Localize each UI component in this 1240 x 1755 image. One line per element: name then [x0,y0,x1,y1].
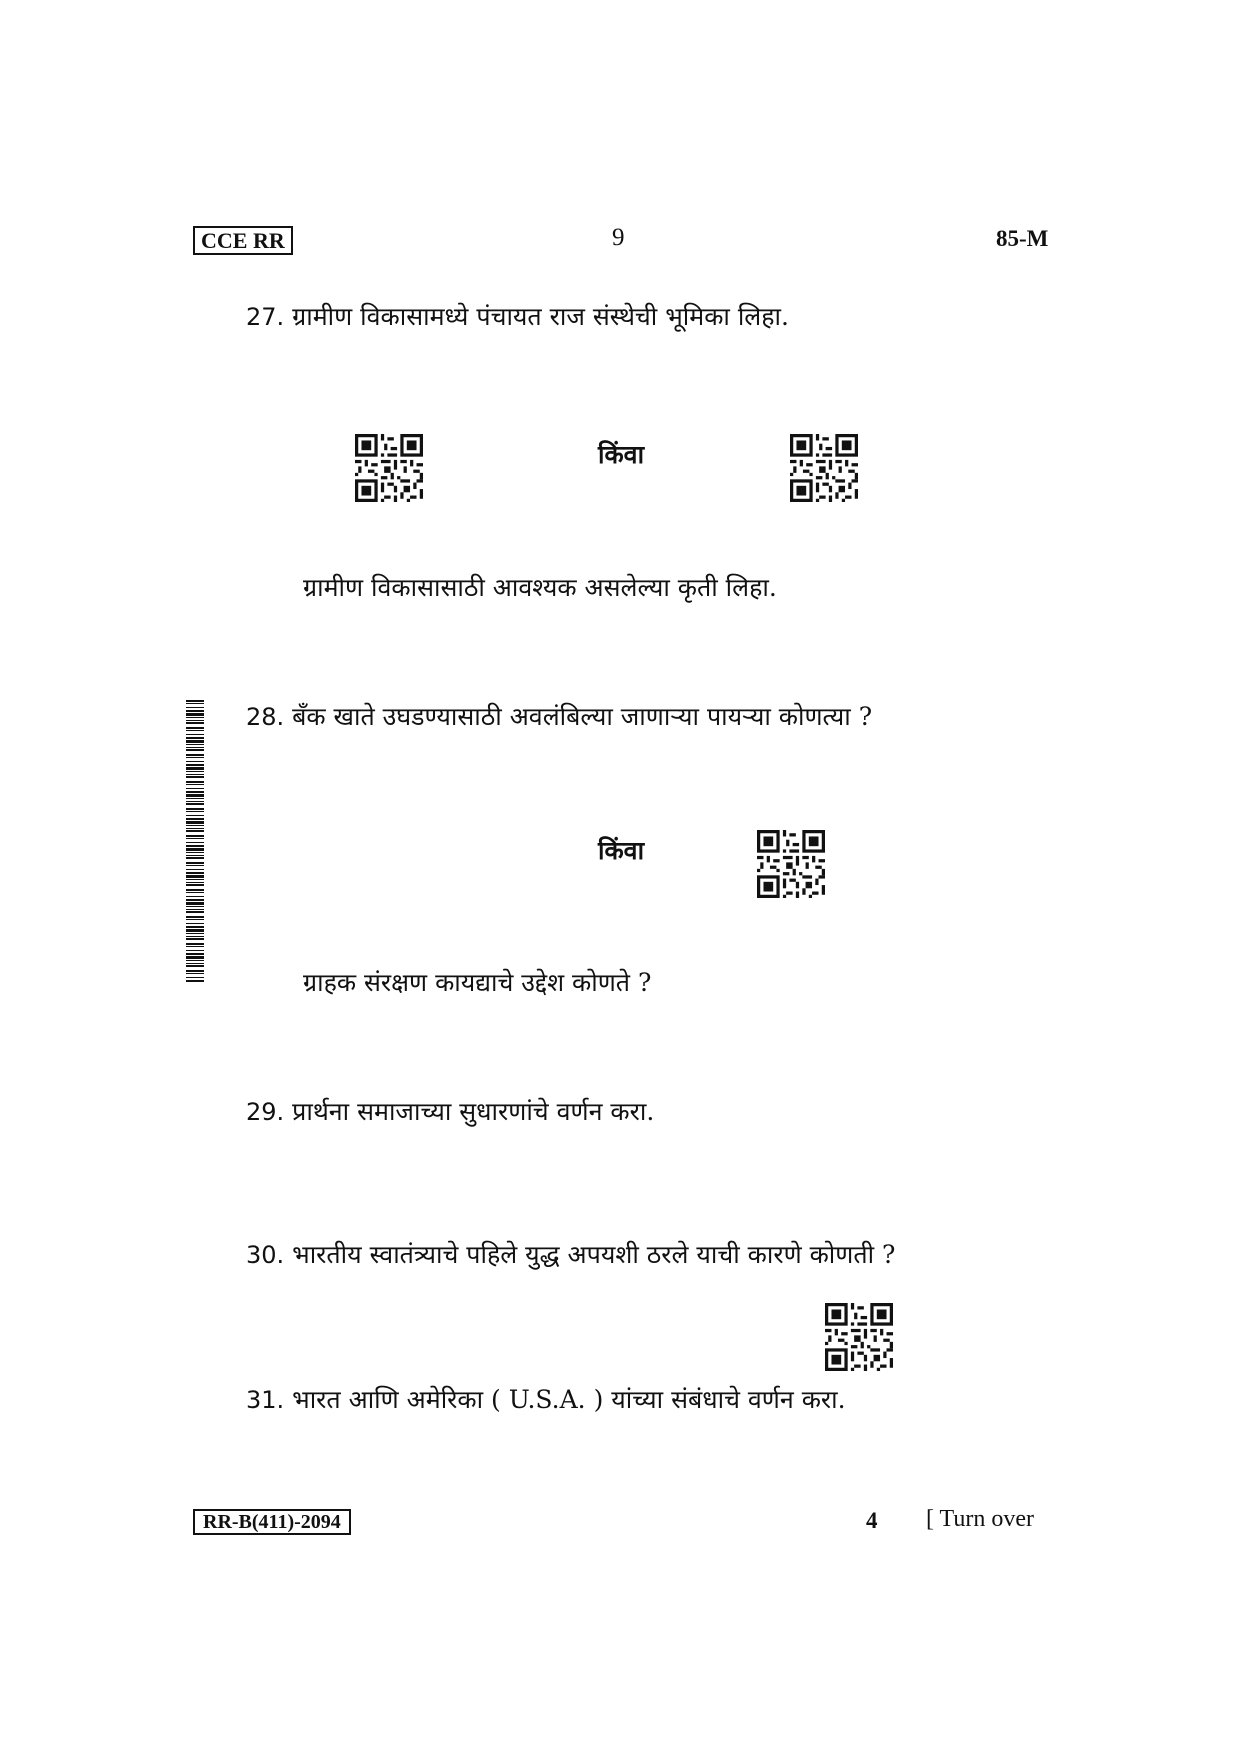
barcode-icon [186,700,204,982]
question-number: 31. [246,1386,285,1414]
question-text: प्रार्थना समाजाच्या सुधारणांचे वर्णन करा. [292,1097,655,1126]
or-label: किंवा [598,836,645,865]
question-number: 28. [246,703,285,731]
question-text: बँक खाते उघडण्यासाठी अवलंबिल्या जाणाऱ्या पायऱ्या कोणत्या ? [292,702,873,731]
question-text: भारतीय स्वातंत्र्याचे पहिले युद्ध अपयशी ठरले याची कारणे कोणती ? [292,1240,896,1269]
question-28 [246,702,872,732]
qr-code-icon [757,830,825,898]
question-number: 27. [246,303,285,331]
alternative-question-27: ग्रामीण विकासासाठी आवश्यक असलेल्या कृती लिहा. [303,573,777,602]
or-label: किंवा [598,440,645,469]
question-number: 29. [246,1098,285,1126]
question-31 [246,1385,846,1415]
qr-code-icon [355,434,423,502]
header-code-box: CCE RR [193,226,293,255]
footer-code-box: RR-B(411)-2094 [193,1509,351,1535]
paper-code: 85-M [996,226,1049,251]
qr-code-icon [825,1303,893,1371]
question-number: 30. [246,1241,285,1269]
question-30 [246,1240,895,1270]
question-27 [246,302,789,332]
alternative-question-28: ग्राहक संरक्षण कायद्याचे उद्देश कोणते ? [303,968,652,997]
question-text: भारत आणि अमेरिका ( U.S.A. ) यांच्या संबंधाचे वर्णन करा. [292,1385,846,1414]
question-29 [246,1097,654,1127]
footer-page-number: 4 [866,1508,878,1533]
page-number: 9 [612,224,625,251]
turn-over-label: [ Turn over [926,1506,1035,1532]
question-text: ग्रामीण विकासामध्ये पंचायत राज संस्थेची भूमिका लिहा. [292,302,789,331]
qr-code-icon [790,434,858,502]
